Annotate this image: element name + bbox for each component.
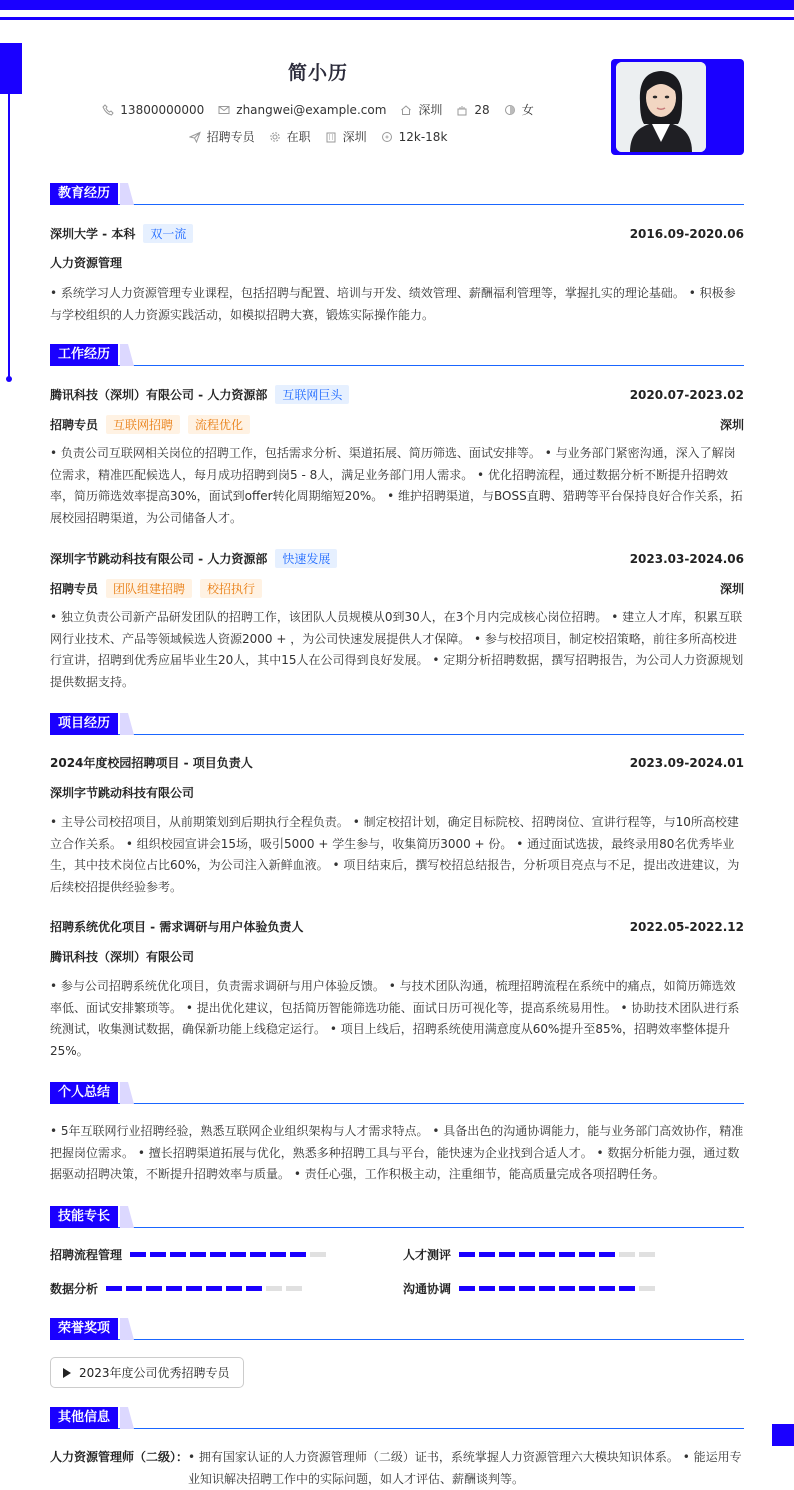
section-tail-decoration — [120, 713, 144, 735]
skill-item — [403, 1246, 655, 1263]
money-icon — [381, 131, 393, 143]
role-row — [50, 579, 744, 598]
work-date: 2020.07-2023.02 — [629, 387, 744, 402]
skill-segment-filled — [599, 1252, 615, 1257]
role-row — [50, 415, 744, 434]
skill-item — [50, 1246, 326, 1263]
role-tag: 团队组建招聘 — [106, 579, 192, 598]
section-tail-decoration — [120, 344, 144, 366]
gear-icon — [269, 131, 281, 143]
company-name: 腾讯科技（深圳）有限公司 - 人力资源部 — [50, 388, 268, 402]
city-text: 深圳 — [418, 103, 443, 117]
skill-segment-filled — [150, 1252, 166, 1257]
gender-text: 女 — [521, 103, 534, 117]
job-title-item — [189, 128, 255, 145]
skill-segment-filled — [539, 1286, 555, 1291]
project-date: 2023.09-2024.01 — [629, 755, 744, 770]
expected-city-text: 深圳 — [342, 130, 367, 144]
work-date: 2023.03-2024.06 — [629, 551, 744, 566]
salary-text: 12k-18k — [398, 129, 448, 144]
skill-segment-filled — [559, 1286, 575, 1291]
project-title: 招聘系统优化项目 - 需求调研与用户体验负责人 — [50, 920, 304, 934]
skill-segment-filled — [206, 1286, 222, 1291]
company-name: 深圳字节跳动科技有限公司 - 人力资源部 — [50, 552, 268, 566]
other-info-row — [50, 1446, 744, 1490]
school-name: 深圳大学 - 本科 — [50, 227, 136, 241]
project-row — [50, 754, 744, 771]
project-date: 2022.05-2022.12 — [629, 919, 744, 934]
skill-segment-filled — [270, 1252, 286, 1257]
skill-segment-filled — [290, 1252, 306, 1257]
projects-section-head — [50, 713, 744, 735]
top-accent-line — [0, 17, 794, 20]
skill-item — [50, 1280, 302, 1297]
expected-city-item — [325, 128, 367, 145]
other-section-title: 其他信息 — [50, 1407, 118, 1429]
skill-segment-empty — [266, 1286, 282, 1291]
section-tail-decoration — [120, 1082, 144, 1104]
section-tail-decoration — [120, 1407, 144, 1429]
skill-segment-filled — [559, 1252, 575, 1257]
skill-segment-filled — [170, 1252, 186, 1257]
skill-segment-filled — [539, 1252, 555, 1257]
skill-segment-filled — [246, 1286, 262, 1291]
salary-item — [381, 130, 448, 144]
school-tag: 双一流 — [143, 224, 193, 243]
work-row — [50, 385, 744, 404]
skill-segment-filled — [130, 1252, 146, 1257]
photo-frame — [611, 59, 744, 155]
project-description: • 主导公司校招项目，从前期策划到后期执行全程负责。 • 制定校招计划，确定目标院校、招聘岗位、宣讲行程等，与10所高校建立合作关系。 • 组织校园宣讲会15场，吸引5000 + 学生参与，收集简历3000 + 份。 • 通过面试选拔，最终录用80名优秀毕业生，其中技术岗位占比60%，为公司注入新鲜血液。 • 项目结束后，撰写校招总结报告，分析项目亮点与不足，提出改进建议，为后续校招提供经验参考。 — [50, 815, 740, 894]
right-accent-block — [772, 1424, 794, 1446]
project-org-row — [50, 948, 744, 965]
mail-icon — [218, 104, 230, 116]
skill-segment-filled — [499, 1286, 515, 1291]
skill-segment-empty — [310, 1252, 326, 1257]
skill-segment-filled — [459, 1286, 475, 1291]
project-description: • 参与公司招聘系统优化项目，负责需求调研与用户体验反馈。 • 与技术团队沟通，梳理招聘流程在系统中的痛点，如简历筛选效率低、面试安排繁琐等。 • 提出优化建议，包括简历智能筛选功能、面试日历可视化等，提高系统易用性。 • 协助技术团队进行系统测试，收集测试数据，确保新功能上线稳定运行。 • 项目上线后，招聘系统使用满意度从60%提升至85%，招聘效率整体提升25%。 — [50, 979, 740, 1058]
role-tag: 流程优化 — [188, 415, 250, 434]
work-description: • 独立负责公司新产品研发团队的招聘工作，该团队人员规模从0到30人，在3个月内完成核心岗位招聘。 • 建立人才库，积累互联网行业技术、产品等领域候选人资源2000 + ，为公司快速发展提供人才保障。 • 参与校招项目，制定校招策略，前往多所高校进行宣讲，招聘到优秀应届毕业生20人，其中15人在公司得到良好发展。 • 定期分析招聘数据，撰写招聘报告，为公司人力资源规划提供数据支持。 — [50, 610, 744, 689]
skill-segment-filled — [106, 1286, 122, 1291]
major-row — [50, 254, 744, 271]
home-icon — [400, 104, 412, 116]
skill-segment-filled — [146, 1286, 162, 1291]
skill-segment-empty — [639, 1286, 655, 1291]
work-section-title: 工作经历 — [50, 344, 118, 366]
skill-name: 人才测评 — [403, 1248, 452, 1262]
left-timeline-dot — [6, 376, 12, 382]
skill-segment-filled — [599, 1286, 615, 1291]
role-tag: 校招执行 — [200, 579, 262, 598]
contact-row — [0, 101, 636, 118]
gender-item — [504, 101, 534, 118]
skill-level-bar — [459, 1286, 655, 1291]
project-title: 2024年度校园招聘项目 - 项目负责人 — [50, 756, 253, 770]
education-date: 2016.09-2020.06 — [629, 226, 744, 241]
skill-segment-filled — [619, 1286, 635, 1291]
major-name: 人力资源管理 — [50, 256, 123, 270]
skill-segment-filled — [479, 1252, 495, 1257]
phone-text: 13800000000 — [120, 102, 205, 117]
award-text: 2023年度公司优秀招聘专员 — [79, 1366, 230, 1380]
skill-segment-empty — [619, 1252, 635, 1257]
role-tag: 互联网招聘 — [106, 415, 180, 434]
skill-segment-filled — [579, 1286, 595, 1291]
summary-section-title: 个人总结 — [50, 1082, 118, 1104]
status-text: 在职 — [286, 130, 311, 144]
section-tail-decoration — [120, 1206, 144, 1228]
skill-segment-filled — [226, 1286, 242, 1291]
skill-segment-empty — [286, 1286, 302, 1291]
job-title-text: 招聘专员 — [206, 130, 255, 144]
skill-segment-filled — [459, 1252, 475, 1257]
projects-section-title: 项目经历 — [50, 713, 118, 735]
other-info-label: 人力资源管理师（二级）： — [50, 1450, 189, 1464]
email-text: zhangwei@example.com — [236, 102, 387, 117]
gender-icon — [504, 104, 516, 116]
education-section-title: 教育经历 — [50, 183, 118, 205]
project-row — [50, 918, 744, 935]
skill-level-bar — [130, 1252, 326, 1257]
play-triangle-icon — [63, 1368, 71, 1378]
top-accent-bar — [0, 0, 794, 10]
age-text: 28 — [474, 102, 490, 117]
education-row — [50, 224, 744, 243]
awards-section-head — [50, 1318, 744, 1340]
phone-item — [102, 103, 204, 117]
skill-level-bar — [459, 1252, 655, 1257]
section-tail-decoration — [120, 1318, 144, 1340]
role-name: 招聘专员 — [50, 418, 99, 432]
project-org: 深圳字节跳动科技有限公司 — [50, 786, 195, 800]
other-info-text: • 拥有国家认证的人力资源管理师（二级）证书，系统掌握人力资源管理六大模块知识体系。 • 能运用专业知识解决招聘工作中的实际问题，如人才评估、薪酬谈判等。 — [188, 1450, 742, 1486]
skill-level-bar — [106, 1286, 302, 1291]
skill-segment-filled — [499, 1252, 515, 1257]
work-description: • 负责公司互联网相关岗位的招聘工作，包括需求分析、渠道拓展、简历筛选、面试安排等。 • 与业务部门紧密沟通，深入了解岗位需求，精准匹配候选人，每月成功招聘到岗5 - 8人，满足业务部门用人需求。 • 优化招聘流程，通过数据分析不断提升招聘效率，简历筛选效率提高30%，面试到offer转化周期缩短20%。 • 维护招聘渠道，与BOSS直聘、猎聘等平台保持良好合作关系，拓展校园招聘渠道，为公司储备人才。 — [50, 446, 743, 525]
skill-segment-empty — [639, 1252, 655, 1257]
work-city: 深圳 — [719, 418, 744, 432]
skill-segment-filled — [186, 1286, 202, 1291]
company-tag: 互联网巨头 — [275, 385, 349, 404]
awards-section-title: 荣誉奖项 — [50, 1318, 118, 1340]
status-item — [269, 128, 311, 145]
section-tail-decoration — [120, 183, 144, 205]
job-intent-row — [0, 128, 636, 145]
phone-icon — [102, 104, 114, 116]
portrait-illustration — [616, 62, 706, 152]
award-item[interactable] — [50, 1357, 244, 1388]
skill-segment-filled — [479, 1286, 495, 1291]
skill-segment-filled — [210, 1252, 226, 1257]
skill-name: 数据分析 — [50, 1282, 99, 1296]
building-icon — [325, 131, 337, 143]
skill-name: 沟通协调 — [403, 1282, 452, 1296]
age-icon — [456, 104, 468, 116]
skill-segment-filled — [519, 1286, 535, 1291]
summary-section-head — [50, 1082, 744, 1104]
work-section-head — [50, 344, 744, 366]
email-item — [218, 103, 386, 117]
summary-text: • 5年互联网行业招聘经验，熟悉互联网企业组织架构与人才需求特点。 • 具备出色的沟通协调能力，能与业务部门高效协作，精准把握岗位需求。 • 擅长招聘渠道拓展与优化，熟悉多种招聘工具与平台，能快速为企业找到合适人才。 • 数据分析能力强，通过数据驱动招聘决策，不断提升招聘效率与质量。 • 责任心强，工作积极主动，注重细节，能高质量完成各项招聘任务。 — [50, 1124, 744, 1181]
skill-name: 招聘流程管理 — [50, 1248, 123, 1262]
skill-segment-filled — [166, 1286, 182, 1291]
skill-segment-filled — [190, 1252, 206, 1257]
other-section-head — [50, 1407, 744, 1429]
send-icon — [189, 131, 201, 143]
company-tag: 快速发展 — [275, 549, 337, 568]
profile-photo — [616, 62, 706, 152]
resume-name: 简小历 — [287, 62, 348, 84]
age-item — [456, 103, 489, 117]
education-description: • 系统学习人力资源管理专业课程，包括招聘与配置、培训与开发、绩效管理、薪酬福利管理等，掌握扎实的理论基础。 • 积极参与学校组织的人力资源实践活动，如模拟招聘大赛，锻炼实际操作能力。 — [50, 286, 736, 322]
education-section-head — [50, 183, 744, 205]
skill-segment-filled — [519, 1252, 535, 1257]
city-item — [400, 101, 442, 118]
work-city: 深圳 — [719, 582, 744, 596]
skill-segment-filled — [250, 1252, 266, 1257]
skill-segment-filled — [579, 1252, 595, 1257]
skill-segment-filled — [126, 1286, 142, 1291]
role-name: 招聘专员 — [50, 582, 99, 596]
project-org-row — [50, 784, 744, 801]
skill-item — [403, 1280, 655, 1297]
project-org: 腾讯科技（深圳）有限公司 — [50, 950, 195, 964]
skills-section-title: 技能专长 — [50, 1206, 118, 1228]
skill-segment-filled — [230, 1252, 246, 1257]
skills-section-head — [50, 1206, 744, 1228]
work-row — [50, 549, 744, 568]
